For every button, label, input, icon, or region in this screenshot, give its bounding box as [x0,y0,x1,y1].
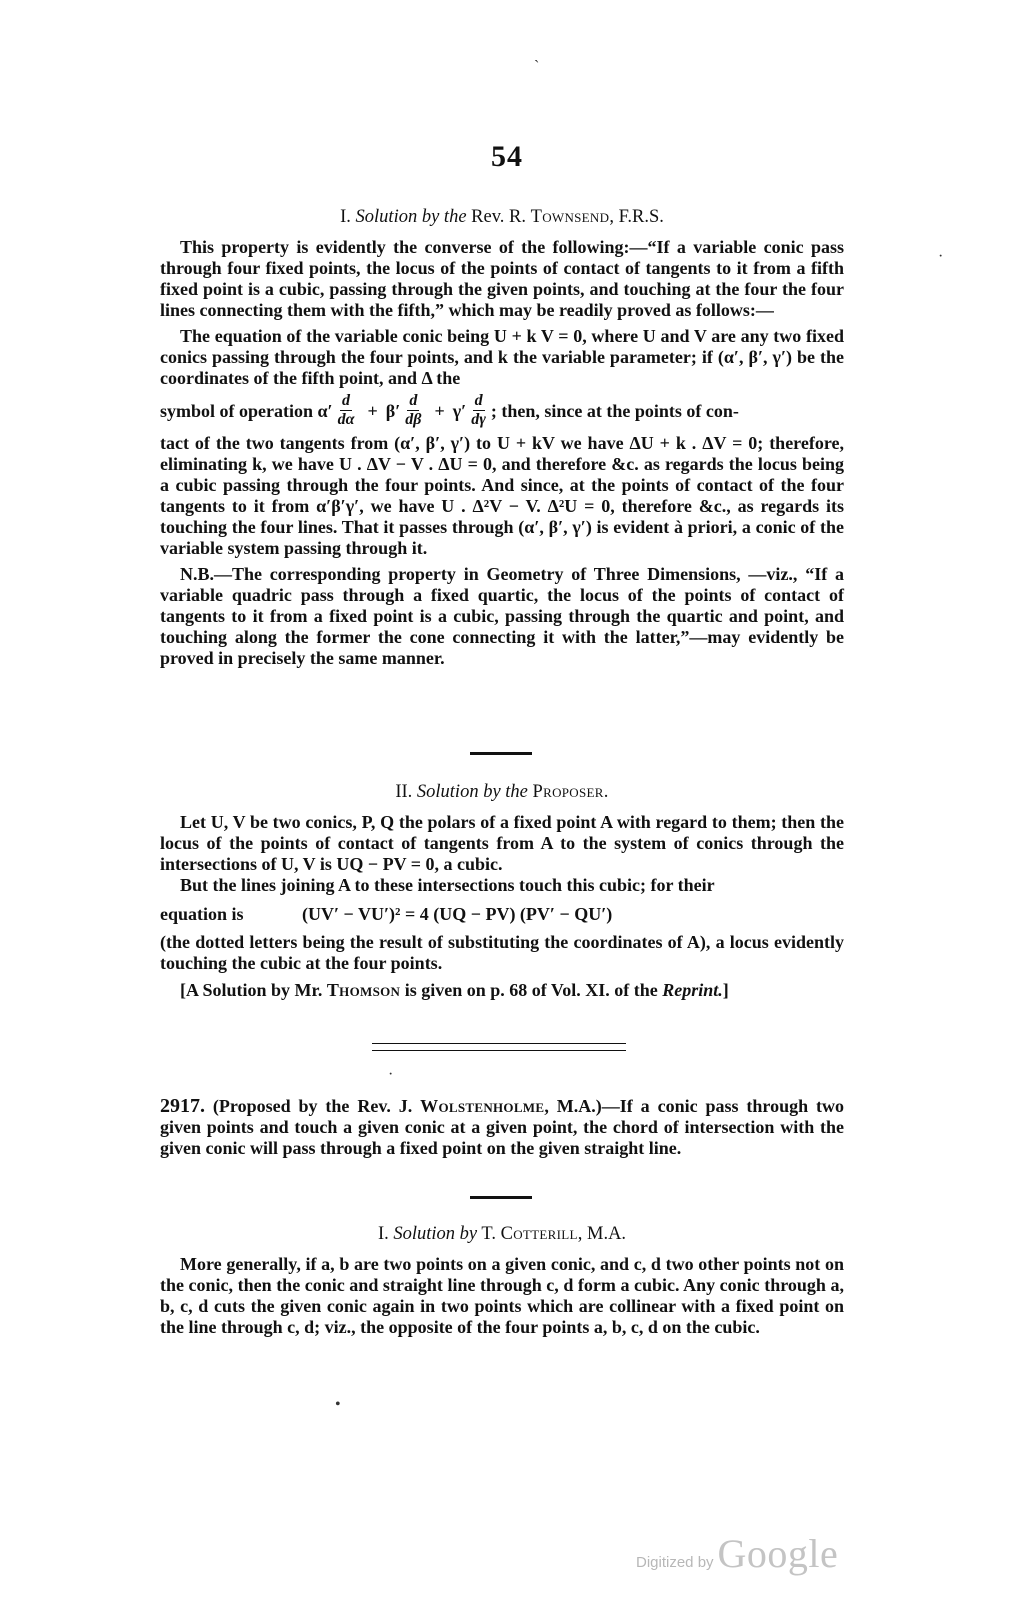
paragraph: More generally, if a, b are two points on a given conic, and c, d two other points not on the conic, then the conic and straight line through c, d form a cubic. Any conic through a, b, c, d cuts the given conic again in two points which are collinear with a fixed point on the line through c, d; viz., the opposite of the four points a, b, c, d on the cubic. [160,1254,844,1337]
heading-italic: Solution by the [355,207,467,227]
heading-suffix: , M.A. [577,1224,627,1244]
paragraph: (the dotted letters being the result of substituting the coordinates of A), a locus evidently touching the cubic at the four points. [160,932,844,973]
math-symbol: γ′ [452,400,467,421]
equation: (UV′ − VU′)² = 4 (UQ − PV) (PV′ − QU′) [302,904,613,924]
math-text: symbol of operation α′ [160,400,333,421]
ink-speck: · [388,1066,394,1083]
math-text: ; then, since at the points of con- [490,400,739,421]
section-heading [160,205,844,229]
heading-number: I. [377,1224,389,1244]
section-heading [160,780,844,804]
heading-author: Townsend [530,207,610,227]
math-symbol: β′ [385,400,401,421]
problem-text: 2917. (Proposed by the Rev. J. Wolstenholme, M.A.)—If a conic pass through two given points and touch a given conic at a given point, the chord of intersection with the given conic will pass through a fixed point on the given straight line. [160,1095,845,1158]
digitized-by-google-watermark [636,1530,838,1577]
heading-author: Cotterill [500,1224,578,1244]
paragraph: N.B.—The corresponding property in Geometry of Three Dimensions, —viz., “If a variable quadric pass through a fixed quartic, the locus of the points of contact of tangents to it from a fixed point is a cubic, passing through the quartic and point, and touching along the former the cone connecting it with the latter,”—may evidently be proved in precisely the same manner. [160,564,844,668]
equation-line [160,902,844,926]
paragraph: tact of the two tangents from (α′, β′, γ′) to U + kV we have ΔU + k . ΔV = 0; therefore, eliminating k, we have U . ΔV − V . ΔU = 0, and therefore &c. as regards the locus being a cubic passing through the four points. And since, at the points of contact of the four tangents to it from α′β′γ′, we have U . Δ²V − V. Δ²U = 0, therefore &c., as regards its touching the four lines. That it passes through (α′, β′, γ′) is evident à priori, a conic of the variable system passing through it. [160,433,844,558]
ink-speck: ˏ [534,46,540,63]
heading-name-prefix: T. [481,1224,496,1244]
heading-italic: Solution by [393,1224,478,1244]
google-logo: Google [717,1531,839,1576]
paragraph: But the lines joining A to these intersections touch this cubic; for their [180,875,715,895]
section-divider [470,752,532,755]
note-italic: Reprint. [662,980,723,1000]
section-solution-townsend [160,205,844,669]
problem-2917 [160,1096,844,1159]
heading-number: I. [340,207,351,227]
plus-sign: + [367,400,378,421]
section-solution-cotterill [160,1222,844,1338]
fraction: $\frac{d}{d\alpha}$ [337,392,355,428]
heading-number: II. [395,782,413,802]
heading-suffix: , F.R.S. [609,207,664,227]
fraction: $\frac{d}{d\beta}$ [405,392,422,428]
fraction: $\frac{d}{d\gamma}$ [471,392,486,428]
note-author: Thomson [326,980,401,1000]
proposer-name: Wolstenholme [420,1096,545,1116]
heading-author: Proposer. [532,782,609,802]
paragraph: The equation of the variable conic being U + k V = 0, where U and V are any two fixed conics passing through the four points, and k the variable parameter; if (α′, β′, γ′) be the coordinates of the fifth point, and Δ the [160,326,844,388]
double-divider [372,1043,626,1051]
paragraph: Let U, V be two conics, P, Q the polars of a fixed point A with regard to them; then the locus of the points of contact of tangents from A to the system of conics through the intersections of U, V is UQ − PV = 0, a cubic. [160,812,844,874]
plus-sign: + [434,400,445,421]
operator-formula [160,392,844,429]
heading-name-prefix: Rev. R. [471,207,526,227]
page-number: 54 [491,140,523,173]
ink-speck: · [938,248,944,265]
reprint-note: [A Solution by Mr. Thomson is given on p. 68 of Vol. XI. of the Reprint.] [180,980,729,1000]
paragraph: This property is evidently the converse of the following:—“If a variable conic pass through four fixed points, the locus of the points of contact of tangents to it from a fifth fixed point is a cubic, passing through the given points, and touching at the four the four lines connecting them with the fifth,” which may be readily proved as follows:— [160,237,844,320]
problem-number: 2917. [160,1095,205,1117]
watermark-text: Digitized by [636,1554,714,1571]
section-heading [160,1222,844,1246]
section-solution-proposer [160,780,844,1001]
section-divider [470,1196,532,1199]
equation-label: equation is [160,904,244,924]
heading-italic: Solution by the [416,782,528,802]
ink-speck: • [335,1396,341,1413]
